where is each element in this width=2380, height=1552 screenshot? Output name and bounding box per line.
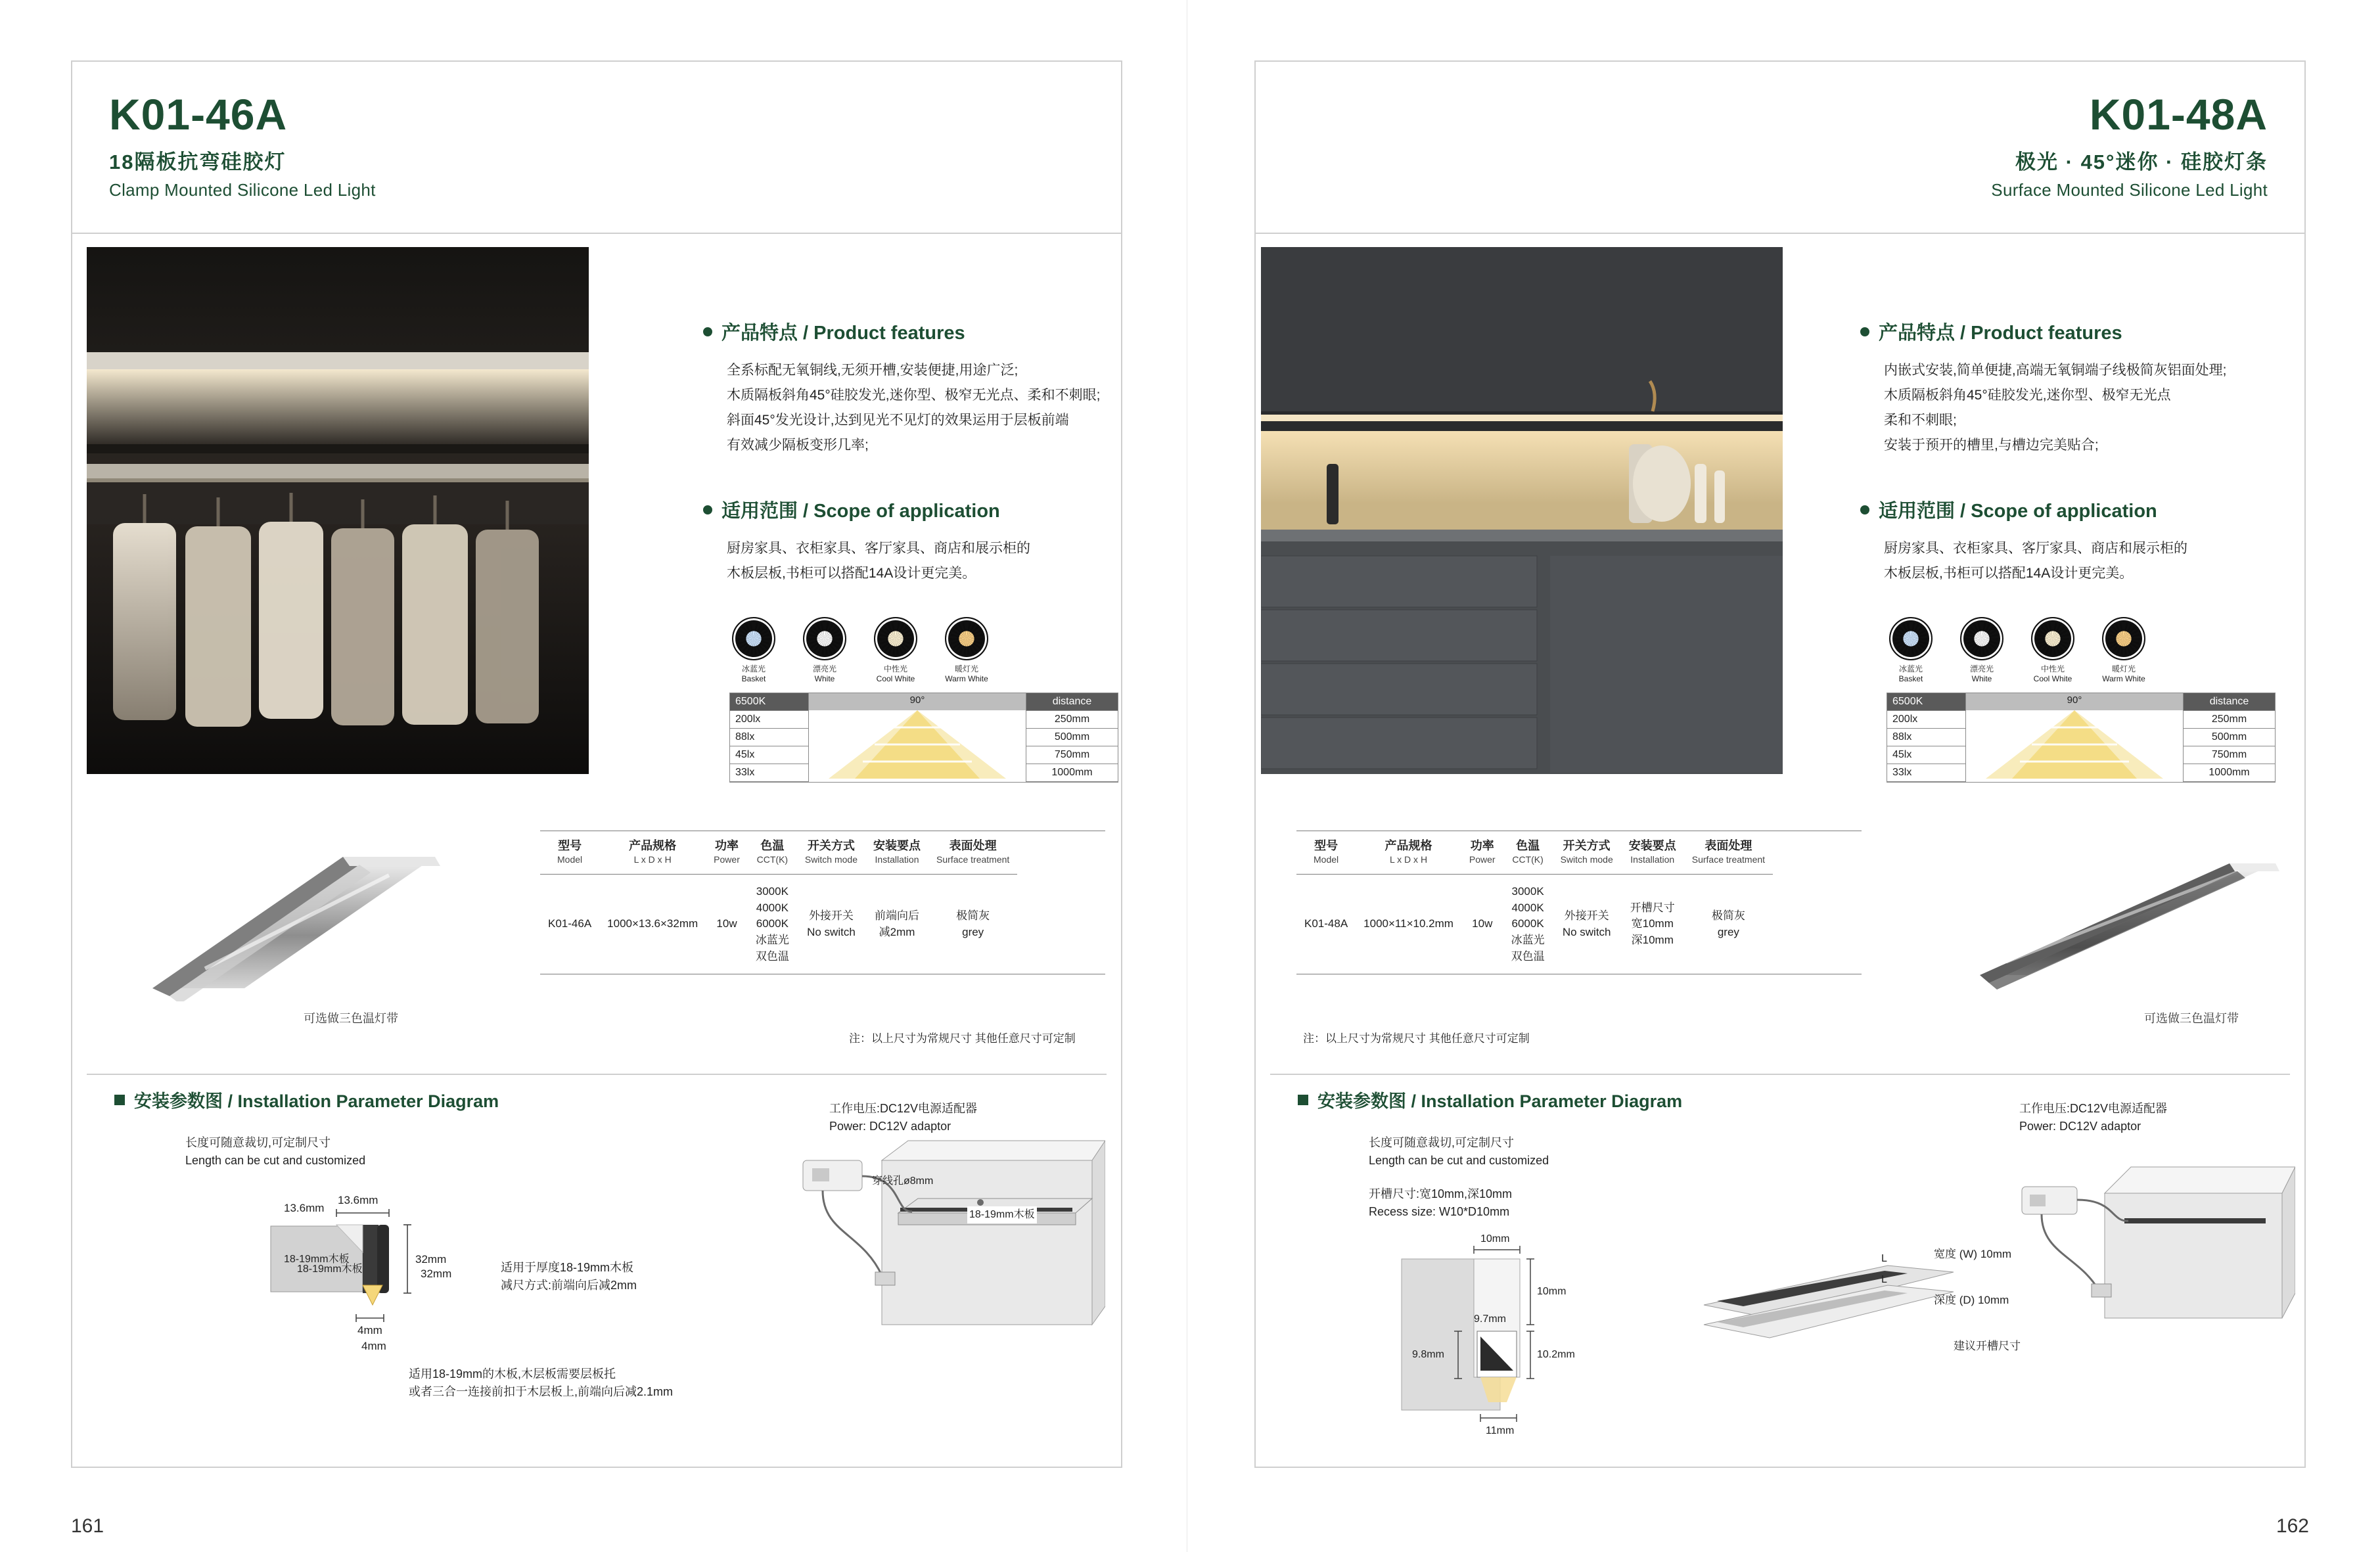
svg-text:32mm: 32mm — [415, 1253, 447, 1266]
square-bullet-icon — [114, 1095, 125, 1105]
bullet-dot-icon — [703, 505, 712, 514]
page-number-left: 161 — [71, 1515, 104, 1537]
length-note: 长度可随意裁切,可定制尺寸 Length can be cut and customized — [1369, 1136, 1549, 1167]
svg-text:9.7mm: 9.7mm — [1474, 1313, 1506, 1325]
cct-item — [2099, 617, 2148, 684]
beam-distance-table — [1887, 693, 2276, 783]
scope-heading-label: 适用范围 / Scope of application — [721, 501, 1000, 522]
spec-table-right — [1296, 831, 1862, 974]
beam-table-row: 200lx 250mm — [1887, 711, 2275, 729]
feature-line: 柔和不刺眼; — [1884, 413, 1957, 428]
lamp-icon — [732, 617, 775, 660]
power-note: 工作电压:DC12V电源适配器 Power: DC12V adaptor — [829, 1102, 978, 1133]
features-text — [727, 359, 1163, 457]
feature-line: 全系标配无氧铜线,无须开槽,安装便捷,用途广泛; — [727, 363, 1018, 378]
spec-row — [540, 875, 1017, 974]
page-left-frame — [71, 60, 1122, 1468]
cell-model: K01-46A — [548, 917, 592, 930]
beam-table-header — [1887, 693, 2275, 711]
scope-text — [727, 537, 1163, 585]
scope-line: 厨房家具、衣柜家具、客厅家具、商店和展示柜的 — [1884, 541, 2187, 557]
cct-icon-row — [729, 617, 991, 684]
beam-angle-cell — [1966, 693, 2183, 710]
installation-section-left — [87, 1075, 1107, 1427]
spec-col-power: 功率 Power — [1461, 831, 1503, 875]
cell-surface: 极简灰 grey — [956, 909, 990, 938]
beam-table-row: 45lx 750mm — [1887, 746, 2275, 764]
spec-note: 注：以上尺寸为常规尺寸 其他任意尺寸可定制 — [849, 1032, 1076, 1045]
depth-label: 深度 (D) 10mm — [1934, 1294, 2009, 1306]
cct-label: 中性光 Cool White — [876, 664, 915, 683]
product-photo-wardrobe — [87, 247, 589, 774]
feature-line: 斜面45°发光设计,达到见光不见灯的效果运用于层板前端 — [727, 413, 1069, 428]
cct-item — [729, 617, 778, 684]
cell-cct: 3000K 4000K 6000K 冰蓝光 双色温 — [755, 885, 789, 963]
distance-header: distance — [2183, 693, 2275, 710]
installation-heading-label: 安装参数图 / Installation Parameter Diagram — [134, 1091, 499, 1111]
feature-line: 安装于预开的槽里,与槽边完美贴合; — [1884, 438, 2099, 453]
svg-text:11mm: 11mm — [1486, 1425, 1515, 1436]
scope-line: 厨房家具、衣柜家具、客厅家具、商店和展示柜的 — [727, 541, 1030, 557]
square-bullet-icon — [1298, 1095, 1308, 1105]
scope-line: 木板层板,书柜可以搭配14A设计更完美。 — [1884, 566, 2134, 582]
cct-label: 漂亮光 White — [812, 664, 836, 683]
spec-col-surface: 表面处理 Surface treatment — [1684, 831, 1773, 875]
svg-text:9.8mm: 9.8mm — [1412, 1349, 1444, 1360]
spec-col-model: 型号 Model — [1296, 831, 1356, 875]
shelf-installation-diagram — [783, 1134, 1105, 1377]
features-heading-label: 产品特点 / Product features — [721, 323, 965, 344]
lamp-icon — [803, 617, 846, 660]
cell-cct: 3000K 4000K 6000K 冰蓝光 双色温 — [1511, 885, 1545, 963]
cct-label: 中性光 Cool White — [2033, 664, 2072, 683]
side-note: 适用于厚度18-19mm木板 减尺方式:前端向后减2mm — [501, 1261, 637, 1292]
extrusion-caption: 可选做三色温灯带 — [304, 1012, 398, 1025]
product-code: K01-48A — [2089, 90, 2268, 139]
hole-note: 穿线孔ø8mm — [872, 1175, 934, 1187]
svg-text:L: L — [1881, 1274, 1887, 1285]
spec-table — [540, 831, 1017, 974]
product-subtitle-en: Surface Mounted Silicone Led Light — [1991, 180, 2268, 200]
cct-label: 暖灯光 Warm White — [945, 664, 988, 683]
beam-angle-cell — [809, 693, 1026, 710]
features-heading-label: 产品特点 / Product features — [1879, 323, 2122, 344]
beam-table-header — [730, 693, 1118, 711]
installation-heading — [114, 1087, 499, 1112]
cct-value: 6500K — [1887, 693, 1966, 710]
spec-table — [1296, 831, 1773, 974]
header-right — [1256, 62, 2304, 234]
spec-col-install: 安装要点 Installation — [1621, 831, 1684, 875]
cell-size: 1000×13.6×32mm — [607, 917, 698, 930]
cell-switch: 外接开关 No switch — [807, 909, 856, 938]
board-note-2: 18-19mm木板 — [967, 1206, 1037, 1223]
extrusion-render — [126, 837, 468, 995]
spec-col-size: 产品规格 L x D x H — [1356, 831, 1461, 875]
lamp-icon — [1960, 617, 2003, 660]
feature-line: 内嵌式安装,简单便捷,高端无氧铜端子线极简灰铝面处理; — [1884, 363, 2227, 378]
beam-angle-label: 90° — [2067, 695, 2082, 706]
spec-row — [1296, 875, 1773, 974]
features-heading — [1860, 318, 2320, 345]
cct-item — [1957, 617, 2006, 684]
spec-col-cct: 色温 CCT(K) — [1503, 831, 1553, 875]
bottom-note: 适用18-19mm的木板,木层板需要层板托 或者三合一连接前扣于木层板上,前端向后减2.1mm — [409, 1367, 674, 1398]
product-subtitle-cn: 18隔板抗弯硅胶灯 — [109, 150, 286, 174]
spec-col-switch: 开关方式 Switch mode — [1553, 831, 1621, 875]
cct-label: 漂亮光 White — [1969, 664, 1994, 683]
bullet-dot-icon — [1860, 327, 1869, 336]
spec-col-install: 安装要点 Installation — [865, 831, 928, 875]
cell-install: 前端向后 减2mm — [875, 909, 920, 938]
spec-col-power: 功率 Power — [706, 831, 748, 875]
extrusion-caption: 可选做三色温灯带 — [2144, 1012, 2239, 1025]
header-left — [72, 62, 1121, 234]
cct-label: 冰蓝光 Basket — [1898, 664, 1923, 683]
svg-text:18-19mm木板: 18-19mm木板 — [284, 1254, 350, 1265]
svg-text:10mm: 10mm — [1537, 1286, 1567, 1297]
beam-angle-label: 90° — [909, 695, 925, 706]
page-right — [1190, 0, 2380, 1552]
spec-table-left — [540, 831, 1105, 974]
svg-text:4mm: 4mm — [357, 1324, 382, 1336]
cct-item — [1887, 617, 1935, 684]
scope-heading — [703, 496, 1163, 523]
installation-section-right — [1270, 1075, 2290, 1436]
product-subtitle-cn: 极光 · 45°迷你 · 硅胶灯条 — [2015, 150, 2268, 174]
features-text — [1884, 359, 2320, 457]
cct-icon-row — [1887, 617, 2148, 684]
spec-note: 注：以上尺寸为常规尺寸 其他任意尺寸可定制 — [1303, 1032, 1530, 1045]
beam-table-row: 33lx 1000mm — [730, 764, 1118, 782]
cabinet-installation-diagram — [2006, 1141, 2295, 1358]
beam-table-row: 33lx 1000mm — [1887, 764, 2275, 782]
dim-bottom-label: 4mm — [361, 1340, 386, 1352]
features-heading — [703, 318, 1163, 345]
product-subtitle-en: Clamp Mounted Silicone Led Light — [109, 180, 376, 200]
svg-text:13.6mm: 13.6mm — [338, 1194, 378, 1206]
cell-power: 10w — [1472, 917, 1493, 930]
spec-col-cct: 色温 CCT(K) — [748, 831, 797, 875]
installation-heading — [1298, 1087, 1682, 1112]
product-code: K01-46A — [109, 90, 288, 139]
svg-text:10mm: 10mm — [1480, 1233, 1510, 1244]
recess-cross-section-diagram — [1375, 1226, 1651, 1443]
cell-install: 开槽尺寸 宽10mm 深10mm — [1630, 901, 1675, 947]
beam-diagram — [1966, 710, 2183, 782]
cct-item — [871, 617, 920, 684]
bullet-dot-icon — [1860, 505, 1869, 514]
cell-power: 10w — [716, 917, 737, 930]
cct-item — [800, 617, 849, 684]
feature-line: 木质隔板斜角45°硅胶发光,迷你型、极窄无光点 — [1884, 388, 2171, 403]
beam-table-row: 200lx 250mm — [730, 711, 1118, 729]
spec-header-row — [540, 831, 1017, 875]
scope-heading-label: 适用范围 / Scope of application — [1879, 501, 2157, 522]
cct-label: 冰蓝光 Basket — [741, 664, 766, 683]
lamp-icon — [945, 617, 988, 660]
extrusion-render — [1967, 837, 2295, 995]
mid-section-right — [1270, 817, 2290, 1075]
spec-header-row — [1296, 831, 1773, 875]
installation-heading-label: 安装参数图 / Installation Parameter Diagram — [1317, 1091, 1683, 1111]
lamp-icon — [2031, 617, 2074, 660]
scope-heading — [1860, 496, 2320, 523]
cct-item — [942, 617, 991, 684]
recess-note: 开槽尺寸:宽10mm,深10mm Recess size: W10*D10mm — [1369, 1187, 1513, 1218]
bullet-dot-icon — [703, 327, 712, 336]
product-photo-kitchen — [1261, 247, 1783, 774]
cct-value: 6500K — [730, 693, 809, 710]
power-note: 工作电压:DC12V电源适配器 Power: DC12V adaptor — [2019, 1102, 2168, 1133]
lamp-icon — [1889, 617, 1933, 660]
cell-switch: 外接开关 No switch — [1562, 909, 1611, 938]
cell-model: K01-48A — [1304, 917, 1348, 930]
spec-col-surface: 表面处理 Surface treatment — [928, 831, 1017, 875]
beam-table-row: 88lx 500mm — [1887, 729, 2275, 746]
beam-diagram — [809, 710, 1026, 782]
scope-text — [1884, 537, 2320, 585]
board-label: 18-19mm木板 — [297, 1264, 363, 1275]
spec-col-switch: 开关方式 Switch mode — [797, 831, 865, 875]
feature-line: 有效减少隔板变形几率; — [727, 438, 869, 453]
feature-line: 木质隔板斜角45°硅胶发光,迷你型、极窄无光点、柔和不刺眼; — [727, 388, 1101, 403]
svg-text:L: L — [1881, 1253, 1887, 1264]
cell-surface: 极简灰 grey — [1711, 909, 1745, 938]
beam-distance-table — [729, 693, 1118, 783]
profile-top-view-diagram — [1691, 1233, 1967, 1384]
features-panel-right — [1860, 318, 2320, 587]
beam-table-row: 88lx 500mm — [730, 729, 1118, 746]
cct-label: 暖灯光 Warm White — [2102, 664, 2145, 683]
features-panel-left — [703, 318, 1163, 587]
lamp-icon — [874, 617, 917, 660]
dim-width-label: 13.6mm — [284, 1202, 325, 1214]
cell-size: 1000×11×10.2mm — [1363, 917, 1453, 930]
width-label: 宽度 (W) 10mm — [1934, 1248, 2012, 1260]
lamp-icon — [2102, 617, 2145, 660]
spec-col-model: 型号 Model — [540, 831, 599, 875]
scope-line: 木板层板,书柜可以搭配14A设计更完美。 — [727, 566, 976, 582]
page-right-frame — [1254, 60, 2306, 1468]
length-note: 长度可随意裁切,可定制尺寸 Length can be cut and customized — [185, 1136, 366, 1167]
beam-table-row: 45lx 750mm — [730, 746, 1118, 764]
dim-height-label: 32mm — [421, 1267, 452, 1280]
cct-item — [2028, 617, 2077, 684]
suggest-label: 建议开槽尺寸 — [1954, 1340, 2021, 1352]
distance-header: distance — [1026, 693, 1118, 710]
spec-col-size: 产品规格 L x D x H — [599, 831, 706, 875]
mid-section-left — [87, 817, 1107, 1075]
page-number-right: 162 — [2276, 1515, 2309, 1537]
svg-text:10.2mm: 10.2mm — [1537, 1349, 1575, 1360]
